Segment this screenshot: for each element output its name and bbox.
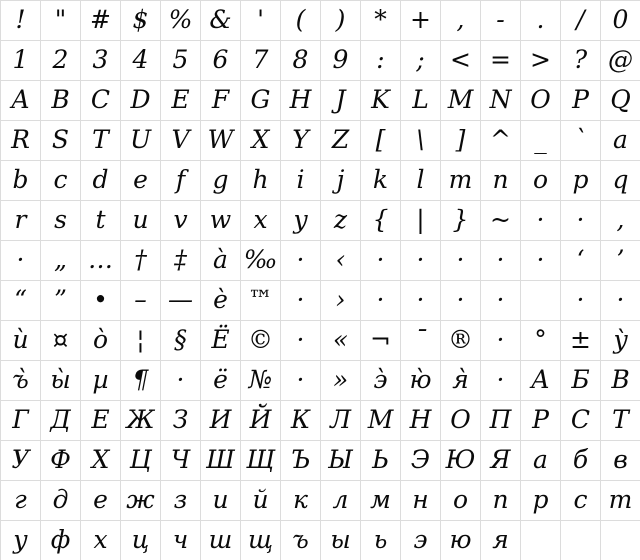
glyph-cell[interactable]: В	[601, 361, 640, 401]
glyph-cell[interactable]: ·	[401, 281, 441, 321]
glyph-cell[interactable]: *	[361, 1, 401, 41]
glyph-cell[interactable]: ш	[201, 521, 241, 560]
glyph-cell[interactable]: 1	[1, 41, 41, 81]
glyph-cell[interactable]: p	[561, 161, 601, 201]
glyph-cell[interactable]: Q	[601, 81, 640, 121]
glyph-cell[interactable]: 4	[121, 41, 161, 81]
glyph-cell[interactable]: 5	[161, 41, 201, 81]
glyph-cell[interactable]: C	[81, 81, 121, 121]
glyph-cell[interactable]: y	[281, 201, 321, 241]
glyph-cell[interactable]: à	[201, 241, 241, 281]
glyph-cell[interactable]: ·	[481, 321, 521, 361]
glyph-cell[interactable]: K	[361, 81, 401, 121]
glyph-cell[interactable]: †	[121, 241, 161, 281]
glyph-cell[interactable]: С	[561, 401, 601, 441]
glyph-cell[interactable]: „	[41, 241, 81, 281]
glyph-cell[interactable]: ·	[481, 361, 521, 401]
glyph-cell[interactable]: –	[121, 281, 161, 321]
glyph-cell[interactable]: !	[1, 1, 41, 41]
glyph-cell[interactable]: п	[481, 481, 521, 521]
glyph-cell[interactable]: X	[241, 121, 281, 161]
glyph-cell[interactable]: ‘	[561, 241, 601, 281]
glyph-cell[interactable]: Я	[481, 441, 521, 481]
glyph-cell[interactable]: °	[521, 321, 561, 361]
glyph-cell[interactable]: 7	[241, 41, 281, 81]
glyph-cell[interactable]: G	[241, 81, 281, 121]
glyph-cell[interactable]: ,	[601, 201, 640, 241]
glyph-cell[interactable]: м	[361, 481, 401, 521]
glyph-cell[interactable]: |	[401, 201, 441, 241]
glyph-cell[interactable]: "	[41, 1, 81, 41]
glyph-cell[interactable]: П	[481, 401, 521, 441]
glyph-cell[interactable]: ·	[161, 361, 201, 401]
glyph-cell[interactable]: г	[1, 481, 41, 521]
glyph-cell[interactable]: S	[41, 121, 81, 161]
glyph-cell[interactable]: d	[81, 161, 121, 201]
glyph-cell[interactable]: }	[441, 201, 481, 241]
glyph-cell[interactable]: 8	[281, 41, 321, 81]
glyph-cell[interactable]: =	[481, 41, 521, 81]
glyph-cell[interactable]: A	[1, 81, 41, 121]
glyph-cell[interactable]: ¯	[401, 321, 441, 361]
glyph-cell[interactable]: х	[81, 521, 121, 560]
glyph-cell[interactable]: F	[201, 81, 241, 121]
glyph-cell[interactable]: ;	[401, 41, 441, 81]
glyph-cell[interactable]: Э	[401, 441, 441, 481]
glyph-cell[interactable]: ·	[281, 281, 321, 321]
glyph-cell[interactable]: л	[321, 481, 361, 521]
glyph-cell[interactable]: «	[321, 321, 361, 361]
glyph-cell[interactable]: Т	[601, 401, 640, 441]
glyph-cell[interactable]: Б	[561, 361, 601, 401]
glyph-cell[interactable]: И	[201, 401, 241, 441]
glyph-cell[interactable]: ч	[161, 521, 201, 560]
glyph-cell[interactable]: »	[321, 361, 361, 401]
glyph-cell[interactable]: М	[361, 401, 401, 441]
glyph-cell[interactable]: (	[281, 1, 321, 41]
glyph-cell[interactable]: ?	[561, 41, 601, 81]
glyph-cell[interactable]: ·	[441, 241, 481, 281]
glyph-cell[interactable]: ]	[441, 121, 481, 161]
glyph-cell[interactable]: %	[161, 1, 201, 41]
glyph-cell[interactable]: V	[161, 121, 201, 161]
glyph-cell[interactable]: ы	[321, 521, 361, 560]
glyph-cell[interactable]: ,	[441, 1, 481, 41]
glyph-cell[interactable]: ·	[1, 241, 41, 281]
glyph-cell[interactable]: Щ	[241, 441, 281, 481]
glyph-cell[interactable]: 6	[201, 41, 241, 81]
glyph-cell[interactable]: f	[161, 161, 201, 201]
glyph-cell[interactable]: ·	[561, 281, 601, 321]
glyph-cell[interactable]: Ж	[121, 401, 161, 441]
glyph-cell[interactable]: <	[441, 41, 481, 81]
glyph-cell[interactable]: З	[161, 401, 201, 441]
glyph-cell[interactable]: $	[121, 1, 161, 41]
glyph-cell[interactable]: ~	[481, 201, 521, 241]
glyph-cell[interactable]: а	[521, 441, 561, 481]
glyph-cell[interactable]	[561, 521, 601, 560]
glyph-cell[interactable]: Ы	[321, 441, 361, 481]
glyph-cell[interactable]: Ъ	[281, 441, 321, 481]
glyph-cell[interactable]: i	[281, 161, 321, 201]
glyph-cell[interactable]: ·	[441, 281, 481, 321]
glyph-cell[interactable]: Ф	[41, 441, 81, 481]
glyph-cell[interactable]: k	[361, 161, 401, 201]
glyph-cell[interactable]: R	[1, 121, 41, 161]
glyph-cell[interactable]: ‹	[321, 241, 361, 281]
glyph-cell[interactable]: й	[241, 481, 281, 521]
glyph-cell[interactable]: è	[201, 281, 241, 321]
glyph-cell[interactable]: :	[361, 41, 401, 81]
glyph-cell[interactable]: Н	[401, 401, 441, 441]
glyph-cell[interactable]: я	[481, 521, 521, 560]
glyph-cell[interactable]: T	[81, 121, 121, 161]
glyph-cell[interactable]: Z	[321, 121, 361, 161]
glyph-cell[interactable]: b	[1, 161, 41, 201]
glyph-cell[interactable]: ·	[361, 241, 401, 281]
glyph-cell[interactable]: р	[521, 481, 561, 521]
glyph-cell[interactable]: B	[41, 81, 81, 121]
glyph-cell[interactable]: Ч	[161, 441, 201, 481]
glyph-cell[interactable]: ю	[441, 521, 481, 560]
glyph-cell[interactable]: б	[561, 441, 601, 481]
glyph-cell[interactable]: M	[441, 81, 481, 121]
glyph-cell[interactable]: o	[521, 161, 561, 201]
glyph-cell[interactable]: ‰	[241, 241, 281, 281]
glyph-cell[interactable]	[521, 521, 561, 560]
glyph-cell[interactable]: 0	[601, 1, 640, 41]
glyph-cell[interactable]: \	[401, 121, 441, 161]
glyph-cell[interactable]: ·	[521, 241, 561, 281]
glyph-cell[interactable]: э̀	[361, 361, 401, 401]
glyph-cell[interactable]: &	[201, 1, 241, 41]
glyph-cell[interactable]: ±	[561, 321, 601, 361]
glyph-cell[interactable]: m	[441, 161, 481, 201]
glyph-cell[interactable]: Р	[521, 401, 561, 441]
glyph-cell[interactable]: к	[281, 481, 321, 521]
glyph-cell[interactable]: ё	[201, 361, 241, 401]
glyph-cell[interactable]: ’	[601, 241, 640, 281]
glyph-cell[interactable]: ·	[481, 281, 521, 321]
glyph-cell[interactable]: “	[1, 281, 41, 321]
glyph-cell[interactable]: t	[81, 201, 121, 241]
glyph-cell[interactable]: Ë	[201, 321, 241, 361]
glyph-cell[interactable]: у	[1, 521, 41, 560]
glyph-cell[interactable]: r	[1, 201, 41, 241]
glyph-cell[interactable]: P	[561, 81, 601, 121]
glyph-cell[interactable]: А	[521, 361, 561, 401]
glyph-cell[interactable]: ·	[281, 321, 321, 361]
glyph-cell[interactable]: .	[521, 1, 561, 41]
glyph-cell[interactable]: ”	[41, 281, 81, 321]
glyph-cell[interactable]: g	[201, 161, 241, 201]
glyph-cell[interactable]: ^	[481, 121, 521, 161]
glyph-cell[interactable]: в	[601, 441, 640, 481]
glyph-cell[interactable]: ·	[601, 281, 640, 321]
glyph-cell[interactable]: ъ	[281, 521, 321, 560]
glyph-cell[interactable]: ы̀	[41, 361, 81, 401]
glyph-cell[interactable]: z	[321, 201, 361, 241]
glyph-cell[interactable]: Д	[41, 401, 81, 441]
glyph-cell[interactable]: Ц	[121, 441, 161, 481]
glyph-cell[interactable]: U	[121, 121, 161, 161]
glyph-cell[interactable]: n	[481, 161, 521, 201]
glyph-cell[interactable]: H	[281, 81, 321, 121]
glyph-cell[interactable]: >	[521, 41, 561, 81]
glyph-cell[interactable]: Е	[81, 401, 121, 441]
glyph-cell[interactable]: №	[241, 361, 281, 401]
glyph-cell[interactable]: ь	[361, 521, 401, 560]
glyph-cell[interactable]: …	[81, 241, 121, 281]
glyph-cell[interactable]: щ	[241, 521, 281, 560]
glyph-cell[interactable]: ф	[41, 521, 81, 560]
glyph-cell[interactable]: ỳ	[601, 321, 640, 361]
glyph-cell[interactable]: E	[161, 81, 201, 121]
glyph-cell[interactable]: ¶	[121, 361, 161, 401]
glyph-cell[interactable]: з	[161, 481, 201, 521]
glyph-cell[interactable]: ·	[481, 241, 521, 281]
glyph-cell[interactable]: я̀	[441, 361, 481, 401]
glyph-cell[interactable]: ¦	[121, 321, 161, 361]
glyph-cell[interactable]: т	[601, 481, 640, 521]
glyph-cell[interactable]: /	[561, 1, 601, 41]
glyph-cell[interactable]: о	[441, 481, 481, 521]
glyph-cell[interactable]: ¬	[361, 321, 401, 361]
glyph-cell[interactable]: s	[41, 201, 81, 241]
glyph-cell[interactable]: l	[401, 161, 441, 201]
glyph-cell[interactable]: О	[441, 401, 481, 441]
glyph-cell[interactable]: w	[201, 201, 241, 241]
glyph-cell[interactable]: L	[401, 81, 441, 121]
glyph-cell[interactable]: `	[561, 121, 601, 161]
glyph-cell[interactable]: ‡	[161, 241, 201, 281]
glyph-cell[interactable]: Й	[241, 401, 281, 441]
glyph-cell[interactable]: N	[481, 81, 521, 121]
glyph-cell[interactable]: u	[121, 201, 161, 241]
glyph-cell[interactable]: Ш	[201, 441, 241, 481]
glyph-cell[interactable]: ·	[361, 281, 401, 321]
glyph-cell[interactable]: У	[1, 441, 41, 481]
glyph-cell[interactable]: ъ̀	[1, 361, 41, 401]
glyph-cell[interactable]: Г	[1, 401, 41, 441]
glyph-cell[interactable]: Y	[281, 121, 321, 161]
glyph-cell[interactable]: ц	[121, 521, 161, 560]
glyph-cell[interactable]: 2	[41, 41, 81, 81]
glyph-cell[interactable]	[601, 521, 640, 560]
glyph-cell[interactable]: @	[601, 41, 640, 81]
glyph-cell[interactable]: ù	[1, 321, 41, 361]
glyph-cell[interactable]: {	[361, 201, 401, 241]
glyph-cell[interactable]: и	[201, 481, 241, 521]
glyph-cell[interactable]: J	[321, 81, 361, 121]
glyph-cell[interactable]: _	[521, 121, 561, 161]
glyph-cell[interactable]: д	[41, 481, 81, 521]
glyph-cell[interactable]: D	[121, 81, 161, 121]
glyph-cell[interactable]: ©	[241, 321, 281, 361]
glyph-cell[interactable]: К	[281, 401, 321, 441]
glyph-cell[interactable]: ж	[121, 481, 161, 521]
glyph-cell[interactable]: ·	[401, 241, 441, 281]
glyph-cell[interactable]: )	[321, 1, 361, 41]
glyph-cell[interactable]: Х	[81, 441, 121, 481]
glyph-cell[interactable]: W	[201, 121, 241, 161]
glyph-cell[interactable]	[521, 281, 561, 321]
glyph-cell[interactable]: ®	[441, 321, 481, 361]
glyph-cell[interactable]: Ь	[361, 441, 401, 481]
glyph-cell[interactable]: +	[401, 1, 441, 41]
glyph-cell[interactable]: h	[241, 161, 281, 201]
glyph-cell[interactable]: j	[321, 161, 361, 201]
glyph-cell[interactable]: э	[401, 521, 441, 560]
glyph-cell[interactable]: ·	[281, 361, 321, 401]
glyph-cell[interactable]: —	[161, 281, 201, 321]
glyph-cell[interactable]: c	[41, 161, 81, 201]
glyph-cell[interactable]: v	[161, 201, 201, 241]
glyph-cell[interactable]: н	[401, 481, 441, 521]
glyph-cell[interactable]: Ю	[441, 441, 481, 481]
glyph-cell[interactable]: с	[561, 481, 601, 521]
glyph-cell[interactable]: ·	[561, 201, 601, 241]
glyph-cell[interactable]: '	[241, 1, 281, 41]
glyph-cell[interactable]: [	[361, 121, 401, 161]
glyph-cell[interactable]: O	[521, 81, 561, 121]
glyph-cell[interactable]: e	[121, 161, 161, 201]
glyph-cell[interactable]: Л	[321, 401, 361, 441]
glyph-cell[interactable]: ю̀	[401, 361, 441, 401]
glyph-cell[interactable]: a	[601, 121, 640, 161]
glyph-cell[interactable]: ™	[241, 281, 281, 321]
glyph-cell[interactable]: #	[81, 1, 121, 41]
glyph-cell[interactable]: ›	[321, 281, 361, 321]
glyph-cell[interactable]: е	[81, 481, 121, 521]
glyph-cell[interactable]: q	[601, 161, 640, 201]
glyph-cell[interactable]: 3	[81, 41, 121, 81]
glyph-cell[interactable]: ·	[521, 201, 561, 241]
glyph-cell[interactable]: µ	[81, 361, 121, 401]
glyph-cell[interactable]: ¤	[41, 321, 81, 361]
glyph-cell[interactable]: -	[481, 1, 521, 41]
glyph-cell[interactable]: •	[81, 281, 121, 321]
glyph-cell[interactable]: 9	[321, 41, 361, 81]
glyph-cell[interactable]: ·	[281, 241, 321, 281]
glyph-cell[interactable]: x	[241, 201, 281, 241]
glyph-cell[interactable]: ò	[81, 321, 121, 361]
glyph-cell[interactable]: §	[161, 321, 201, 361]
